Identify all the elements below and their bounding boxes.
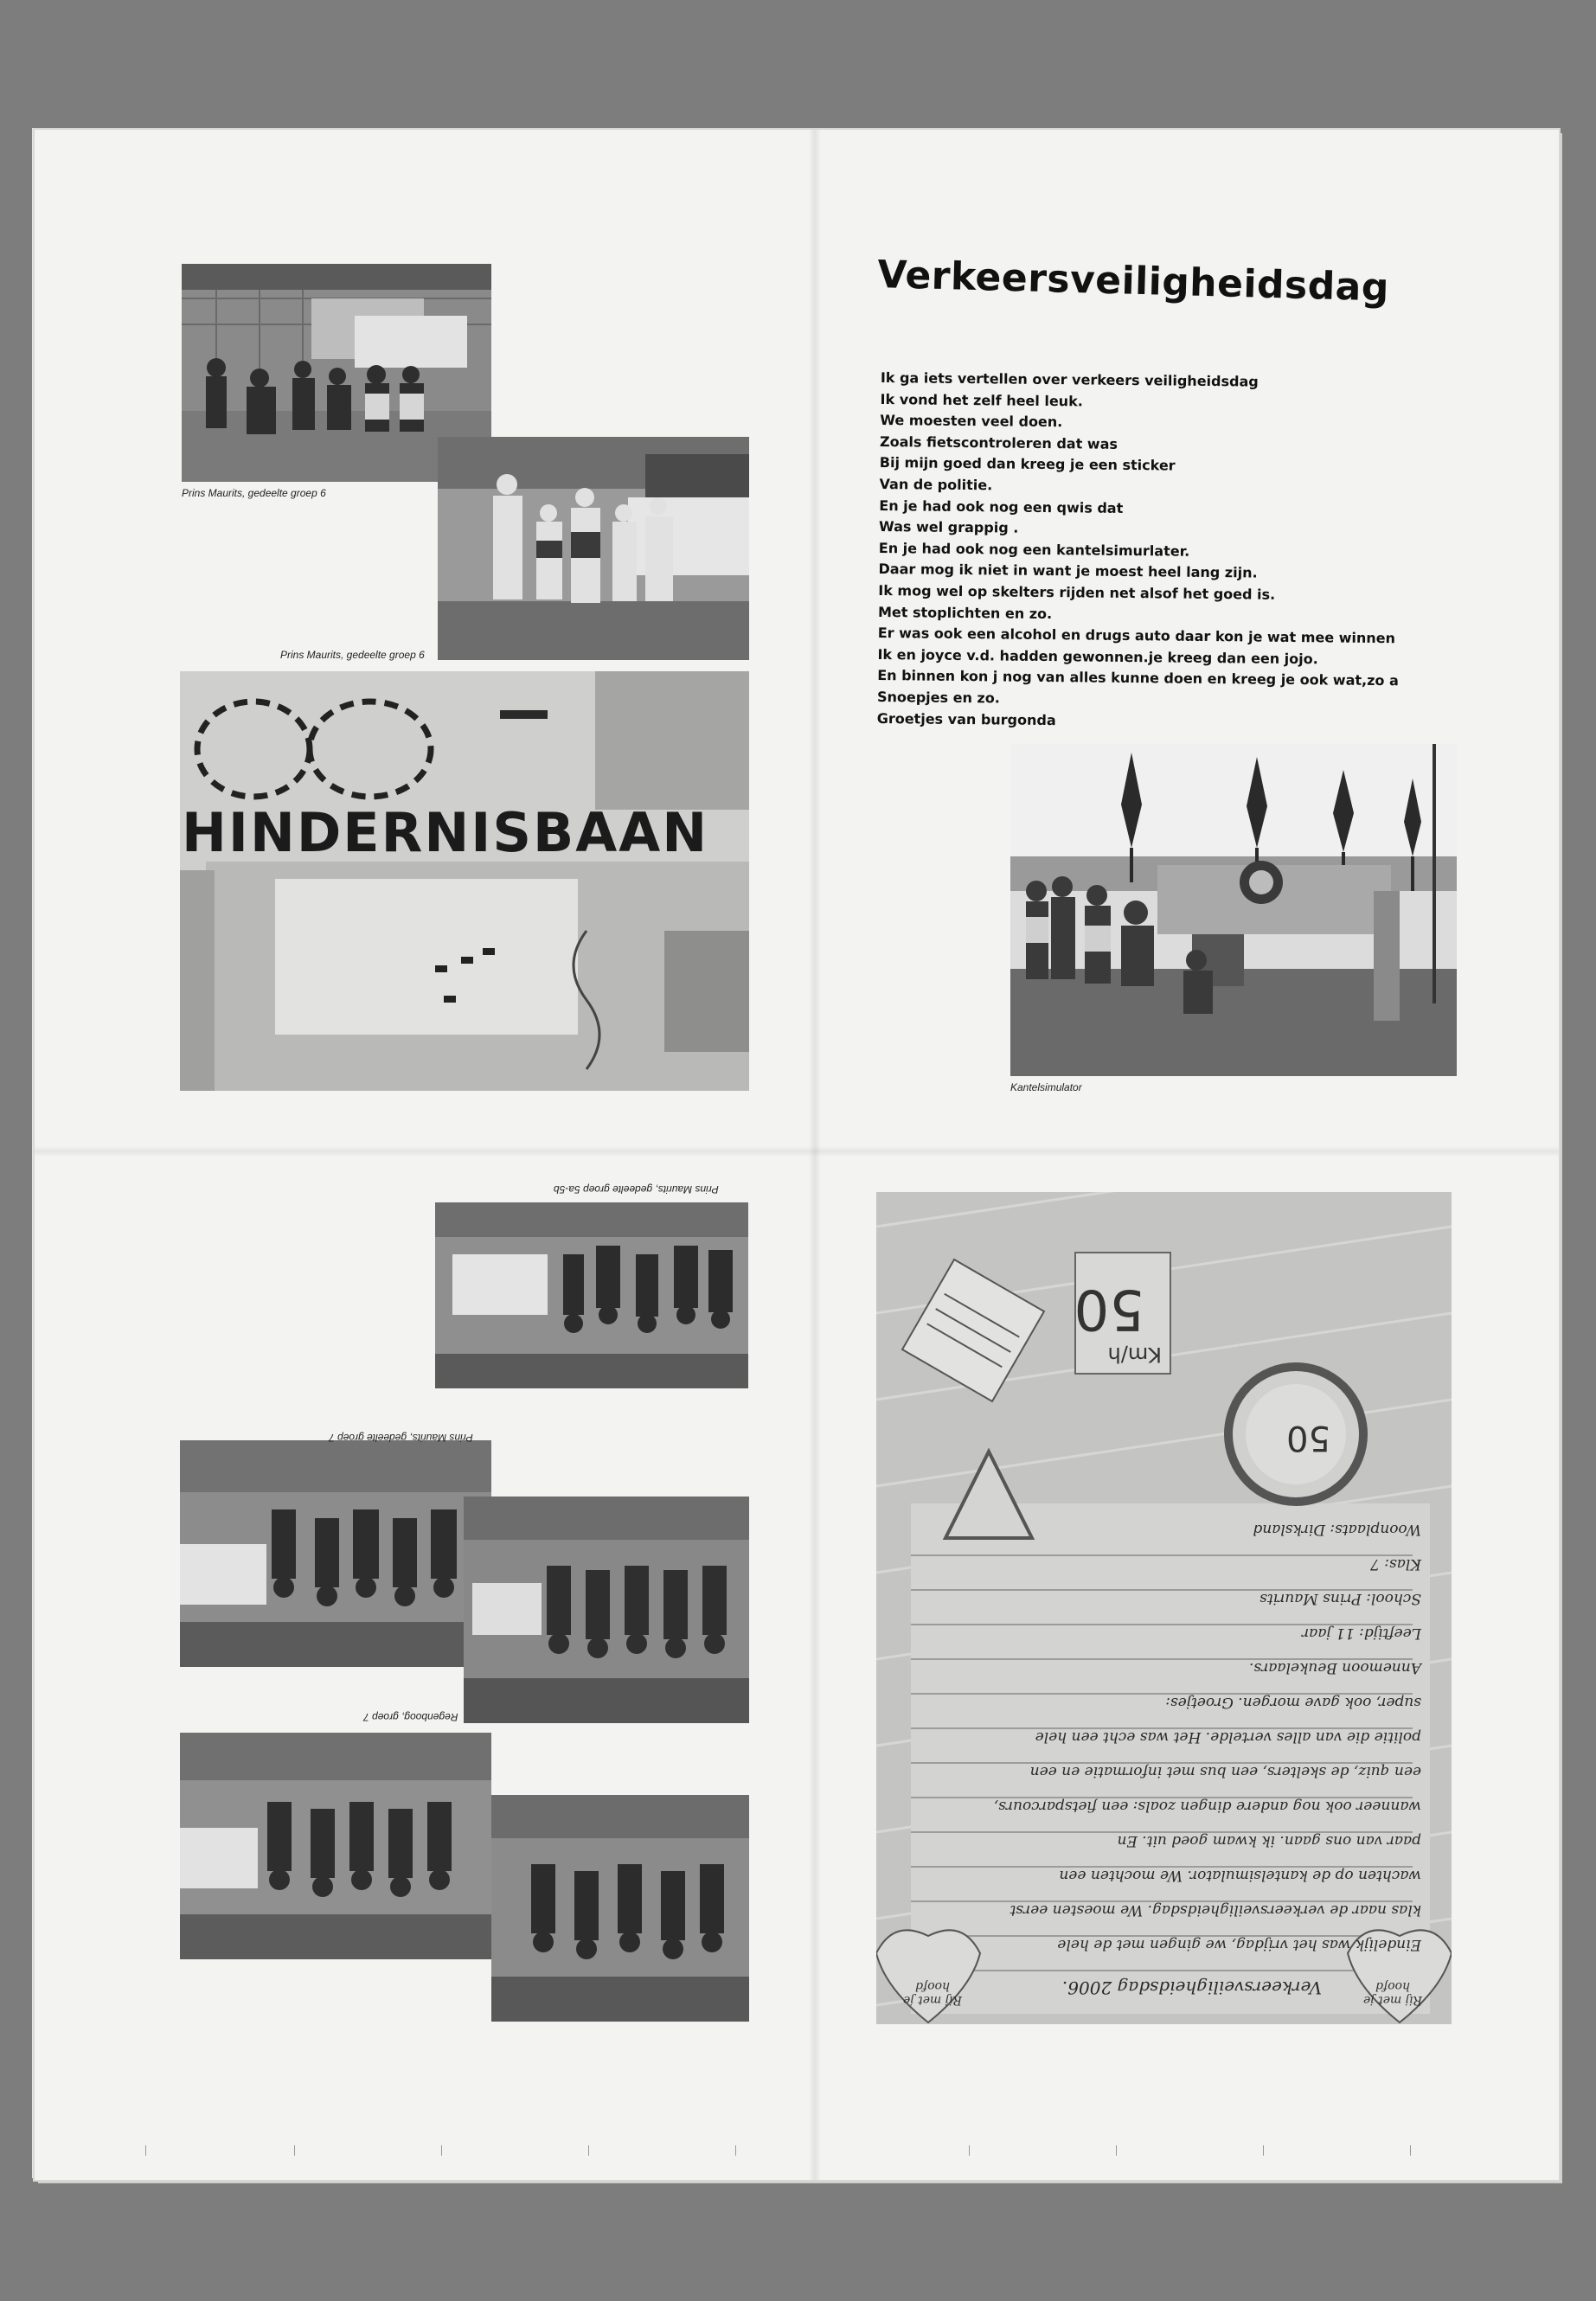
letter-body bbox=[911, 1512, 1421, 1962]
letter-line: School: Prins Maurits bbox=[1259, 1590, 1421, 1607]
caption-photo-2: Prins Maurits, gedeelte groep 6 bbox=[280, 649, 425, 661]
story-line: Met stoplichten en zo. bbox=[877, 603, 1053, 622]
story-line: Was wel grappig . bbox=[878, 518, 1019, 536]
inverted-group-photo-4 bbox=[180, 1733, 491, 1959]
story-line: Er was ook een alcohol en drugs auto daar kon je wat mee winnen bbox=[877, 625, 1396, 647]
inverted-group-photo-3 bbox=[464, 1497, 749, 1723]
letter-line: Annemoon Beukelaars. bbox=[1248, 1659, 1421, 1676]
inverted-group-photo-5 bbox=[491, 1795, 749, 2022]
letter-line: een quiz, de skelters, een bus met informatie en een bbox=[1029, 1763, 1421, 1780]
letter-line: paar van ons gaan. ik kwam goed uit. En bbox=[1117, 1832, 1421, 1849]
story-line: Groetjes van burgonda bbox=[876, 709, 1056, 728]
story-line: En je had ook nog een kantelsimurlater. bbox=[878, 539, 1190, 560]
story-line: Ik ga iets vertellen over verkeers veiligheidsdag bbox=[880, 369, 1259, 390]
story-line: Zoals fietscontroleren dat was bbox=[880, 433, 1118, 452]
story-line: Ik vond het zelf heel leuk. bbox=[880, 390, 1083, 410]
obstacle-course-drawing bbox=[180, 671, 749, 1091]
article-title: Verkeersveiligheidsdag bbox=[876, 253, 1390, 311]
letter-line: wanneer ook nog andere dingen zoals: een fietsparcours, bbox=[993, 1798, 1421, 1815]
story-line: Bij mijn goed dan kreeg je een sticker bbox=[879, 454, 1176, 474]
letter-line: super, ook gave morgen. Groetjes: bbox=[1165, 1694, 1421, 1711]
inverted-group-photo-2 bbox=[180, 1440, 491, 1667]
speed-sign-number: 50 bbox=[1074, 1277, 1144, 1341]
inverted-group-photo-1 bbox=[435, 1202, 748, 1388]
speed-sign-unit: Km/h bbox=[1107, 1343, 1162, 1367]
heart-slogan-right: Rij met je hoofd bbox=[902, 1979, 963, 2007]
letter-title: Verkeersveiligheidsdag 2006. bbox=[1061, 1977, 1322, 1998]
story-line: Daar mog ik niet in want je moest heel lang zijn. bbox=[878, 561, 1258, 581]
letter-line: Leeftijd: 11 jaar bbox=[1302, 1625, 1421, 1642]
letter-line: Eindelijk was het vrijdag, we gingen met de hele bbox=[1057, 1936, 1421, 1953]
round-sign-number: 50 bbox=[1286, 1418, 1330, 1458]
story-line: En binnen kon j nog van alles kunne doen en kreeg je ook wat,zo a bbox=[877, 667, 1399, 689]
story-line: Ik en joyce v.d. hadden gewonnen.je kreeg dan een jojo. bbox=[877, 645, 1318, 668]
heart-slogan-left: Rij met je hoofd bbox=[1362, 1979, 1423, 2007]
kantelsimulator-photo bbox=[1010, 744, 1457, 1076]
caption-kantelsimulator: Kantelsimulator bbox=[1010, 1081, 1082, 1093]
group-photo-2 bbox=[438, 437, 749, 660]
story-line: Snoepjes en zo. bbox=[876, 688, 1000, 707]
caption-inverted-3: Regenboog, groep 7 bbox=[363, 1711, 458, 1723]
letter-line: Klas: 7 bbox=[1370, 1555, 1421, 1573]
obstacle-course-word: HINDERNISBAAN bbox=[182, 801, 709, 864]
story-line: En je had ook nog een qwis dat bbox=[879, 497, 1124, 516]
handwritten-letter-drawing bbox=[876, 1192, 1452, 2024]
letter-line: klas naar de verkeersveiligheidsdag. We moesten eerst bbox=[1010, 1901, 1421, 1919]
newsletter-spread bbox=[35, 130, 1559, 2180]
letter-content bbox=[876, 1192, 1452, 2024]
caption-inverted-2: Prins Maurits, gedeelte groep 7 bbox=[329, 1432, 473, 1444]
article-body bbox=[877, 368, 1469, 735]
letter-line: Woonplaats: Dirksland bbox=[1253, 1521, 1421, 1538]
story-line: Van de politie. bbox=[879, 475, 993, 494]
letter-line: wachten op de kantelsimulator. We mochten een bbox=[1059, 1867, 1421, 1884]
story-line: Ik mog wel op skelters rijden net alsof het goed is. bbox=[878, 581, 1276, 603]
horizontal-fold bbox=[35, 1146, 1559, 1157]
story-line: We moesten veel doen. bbox=[880, 412, 1063, 431]
caption-photo-1: Prins Maurits, gedeelte groep 6 bbox=[182, 487, 326, 499]
letter-line: politie die van alles vertelde. Het was echt een hele bbox=[1035, 1728, 1421, 1746]
caption-inverted-1: Prins Maurits, gedeelte groep 5a-5b bbox=[554, 1183, 719, 1195]
